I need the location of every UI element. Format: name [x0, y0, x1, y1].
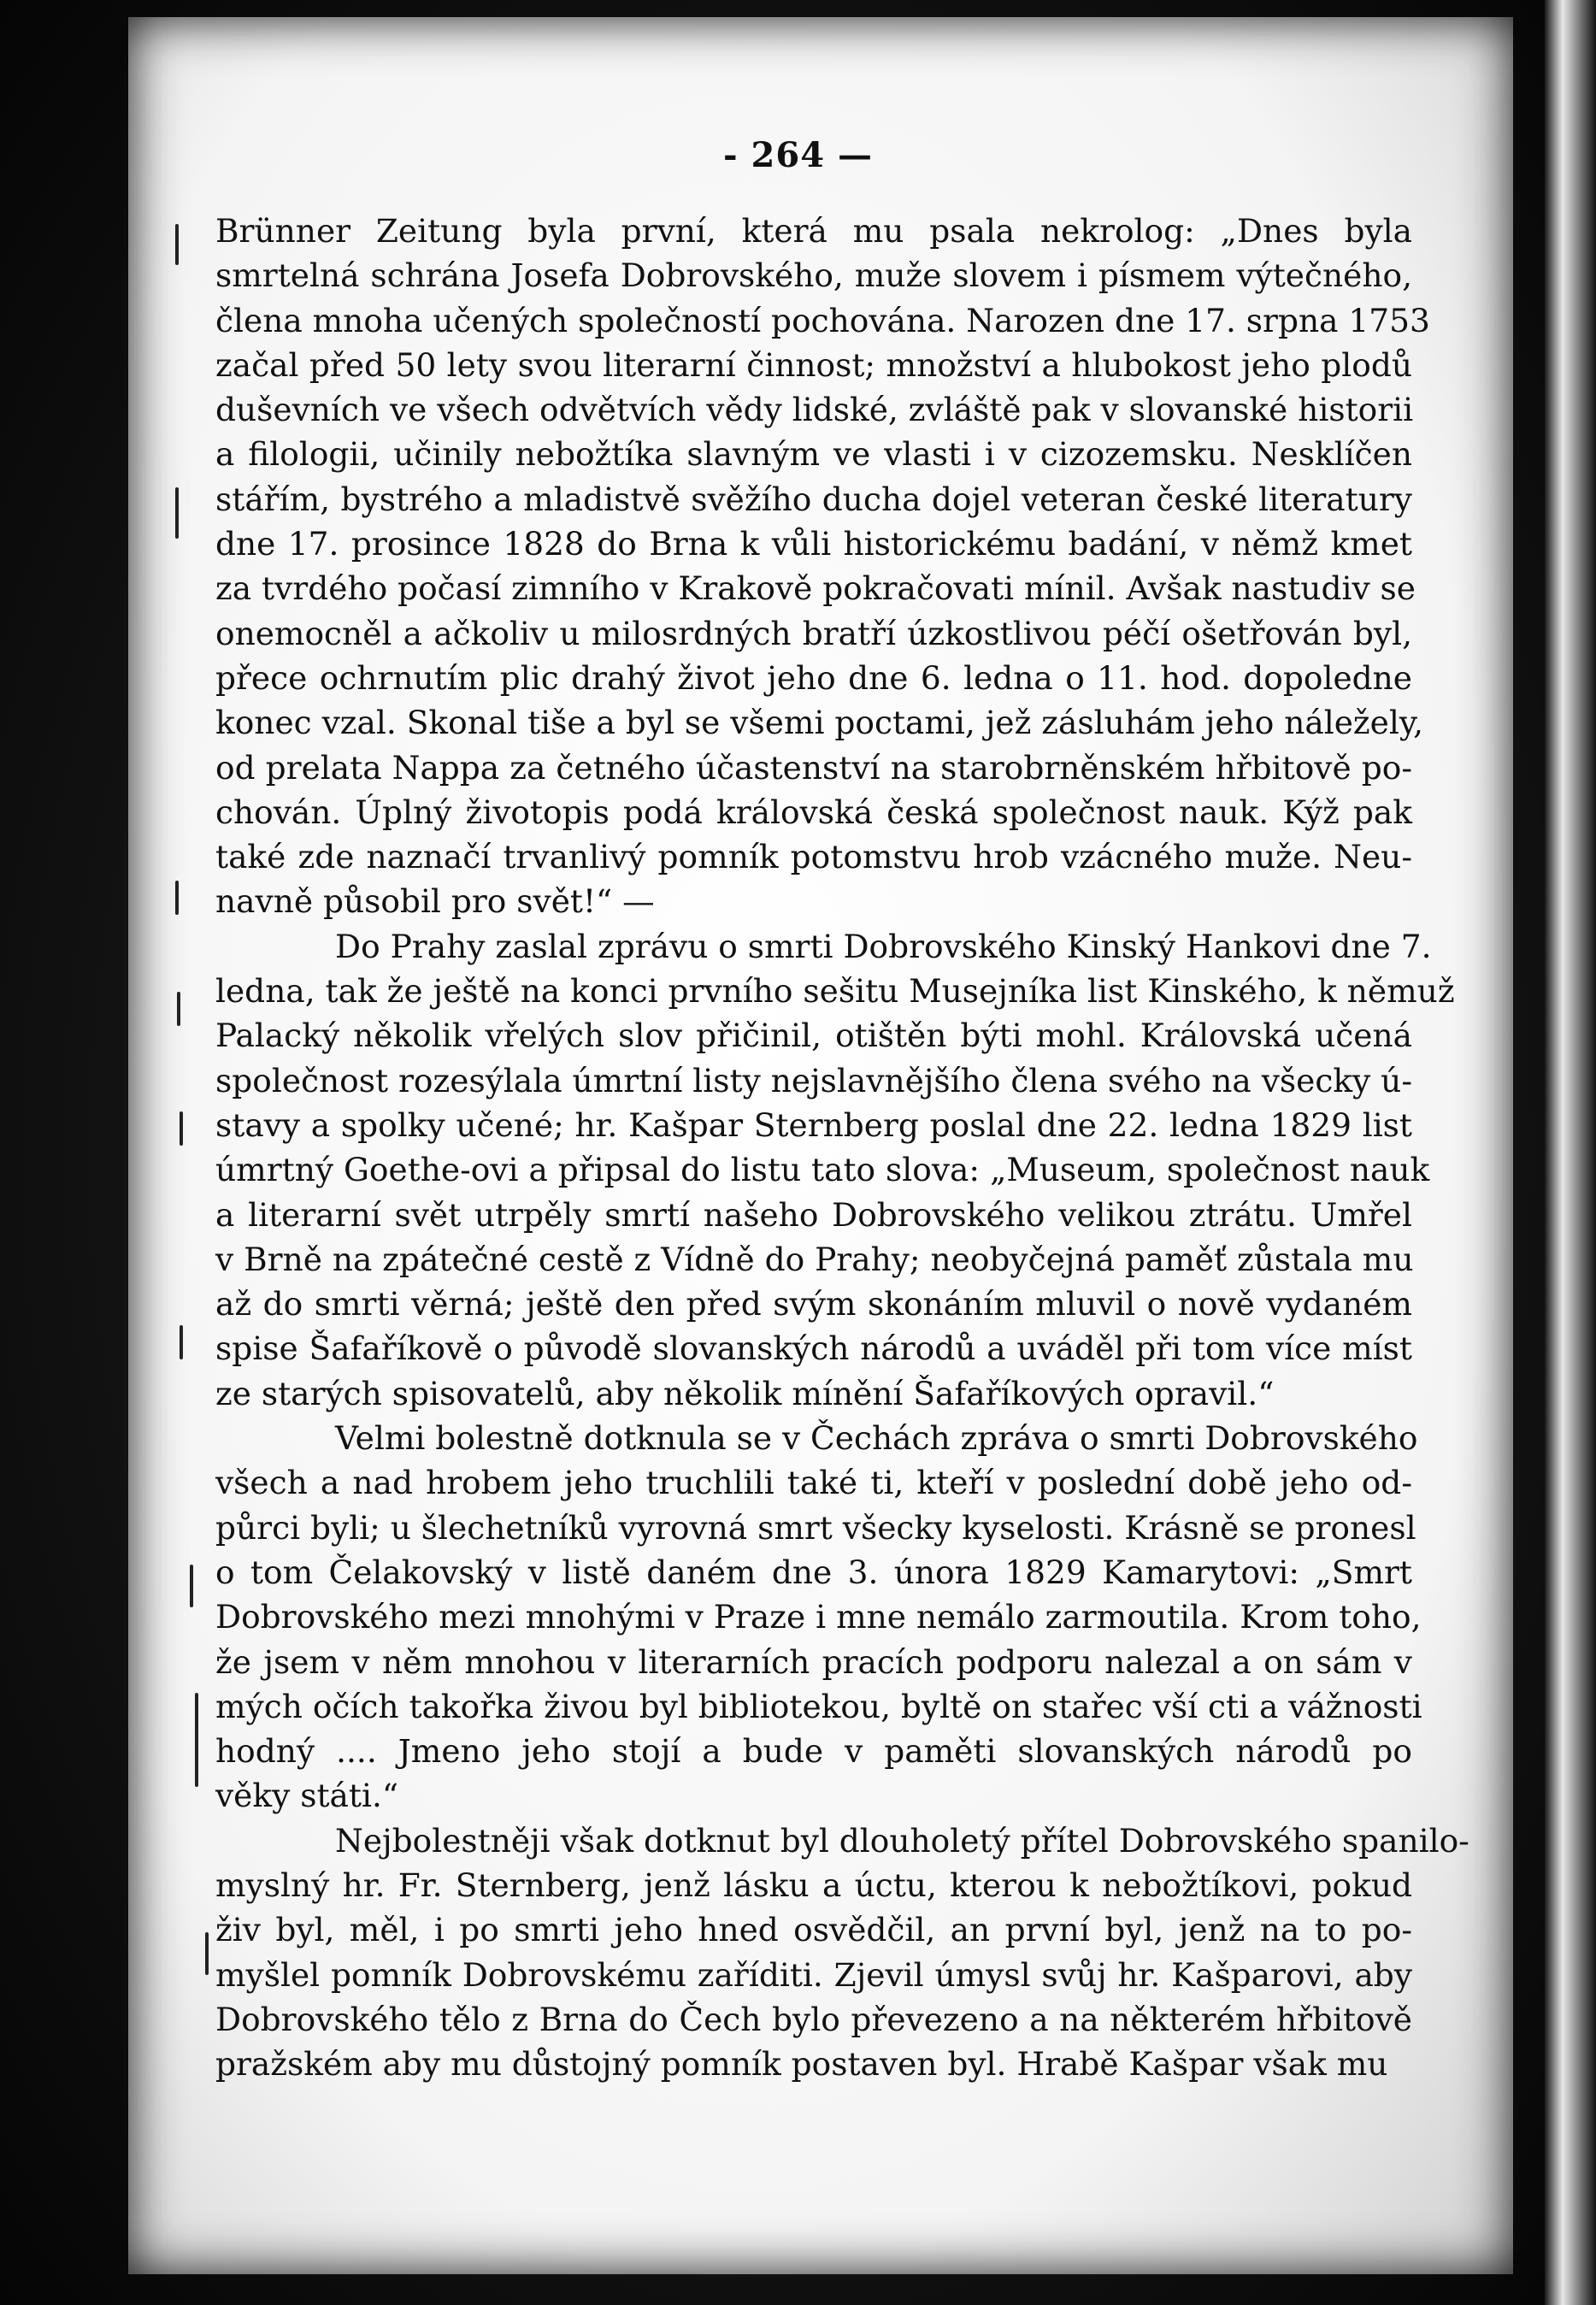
text-line: myšlel pomník Dobrovskému zaříditi. Zjevil úmysl svůj hr. Kašparovi, aby [215, 1955, 1412, 1994]
text-line: o tom Čelakovský v listě daném dne 3. února 1829 Kamarytovi: „Smrt [215, 1553, 1412, 1591]
text-line: věky státi.“ [215, 1777, 399, 1815]
text-line: dne 17. prosince 1828 do Brna k vůli historickému badání, v němž kmet [215, 525, 1412, 563]
text-line: Nejbolestněji však dotknut byl dlouholetý přítel Dobrovského spanilo- [335, 1821, 1469, 1860]
text-line: úmrtný Goethe-ovi a připsal do listu tato slova: „Museum, společnost nauk [215, 1151, 1430, 1189]
text-line: navně působil pro svět!“ — [215, 882, 655, 921]
text-line: přece ochrnutím plic drahý život jeho dne 6. ledna o 11. hod. dopoledne [215, 658, 1412, 697]
text-line: ledna, tak že ještě na konci prvního sešitu Musejníka list Kinského, k němuž [215, 972, 1455, 1011]
margin-mark [180, 1111, 183, 1146]
page-edge [1545, 0, 1596, 2305]
text-line: a filologii, učinily nebožtíka slavným ve vlasti i v cizozemsku. Nesklíčen [215, 435, 1412, 474]
margin-mark [175, 881, 179, 915]
text-line: Palacký několik vřelých slov přičinil, otištěn býti mohl. Královská učená [215, 1017, 1412, 1055]
paragraph [215, 209, 1430, 924]
text-line: že jsem v něm mnohou v literarních pracích podporu nalezal a on sám v [215, 1642, 1412, 1681]
text-line: Dobrovského mezi mnohými v Praze i mne nemálo zarmoutila. Krom toho, [215, 1598, 1422, 1636]
margin-mark [177, 992, 180, 1026]
text-line: ze starých spisovatelů, aby několik mínění Šafaříkových opravil.“ [215, 1374, 1275, 1412]
text-line: také zde naznačí trvanlivý pomník potomstvu hrob vzácného muže. Neu- [215, 838, 1412, 876]
text-line: spise Šafaříkově o původě slovanských národů a uváděl při tom více míst [215, 1329, 1412, 1368]
page-number: - 264 — [723, 135, 873, 175]
margin-mark [195, 1693, 198, 1787]
text-line: živ byl, měl, i po smrti jeho hned osvědčil, an první byl, jenž na to po- [215, 1911, 1412, 1949]
text-line: až do smrti věrná; ještě den před svým skonáním mluvil o nově vydaném [215, 1285, 1412, 1323]
text-line: půrci byli; u šlechetníků vyrovná smrt všecky kyselosti. Krásně se pronesl [215, 1508, 1416, 1547]
paragraph [215, 1819, 1469, 2087]
text-line: Dobrovského tělo z Brna do Čech bylo převezeno a na některém hřbitově [215, 2000, 1412, 2038]
text-line: člena mnoha učených společností pochována. Narozen dne 17. srpna 1753 [215, 301, 1430, 339]
margin-mark [180, 1325, 183, 1359]
text-line: myslný hr. Fr. Sternberg, jenž lásku a úctu, kterou k nebožtíkovi, pokud [215, 1866, 1412, 1904]
text-line: všech a nad hrobem jeho truchlili také ti, kteří v poslední době jeho od- [215, 1464, 1412, 1502]
text-line: smrtelná schrána Josefa Dobrovského, muže slovem i písmem výtečného, [215, 256, 1412, 295]
text-line: chován. Úplný životopis podá královská česká společnost nauk. Kýž pak [215, 793, 1412, 831]
margin-mark [175, 224, 179, 265]
text-line: začal před 50 lety svou literarní činnost; množství a hlubokost jeho plodů [215, 345, 1412, 384]
text-line: a literarní svět utrpěly smrtí našeho Dobrovského velikou ztrátu. Umřel [215, 1195, 1412, 1234]
text-line: hodný .... Jmeno jeho stojí a bude v paměti slovanských národů po [215, 1732, 1412, 1771]
text-line: onemocněl a ačkoliv u milosrdných bratří úzkostlivou péčí ošetřován byl, [215, 614, 1412, 652]
margin-mark [205, 1932, 209, 1975]
margin-mark [175, 487, 179, 539]
text-line: konec vzal. Skonal tiše a byl se všemi poctami, jež zásluhám jeho náležely, [215, 704, 1423, 742]
text-line: společnost rozesýlala úmrtní listy nejslavnějšího člena svého na všecky ú- [215, 1061, 1412, 1099]
text-line: Brünner Zeitung byla první, která mu psala nekrolog: „Dnes byla [215, 212, 1412, 250]
body-text [215, 209, 1469, 2086]
text-line: duševních ve všech odvětvích vědy lidské, zvláště pak v slovanské historii [215, 391, 1414, 429]
text-line: mých očích takořka živou byl bibliotekou, byltě on stařec vší cti a vážnosti [215, 1687, 1422, 1725]
text-line: od prelata Nappa za četného účastenství na starobrněnském hřbitově po- [215, 748, 1412, 787]
paragraph [215, 924, 1455, 1416]
margin-mark [190, 1565, 193, 1607]
text-line: pražském aby mu důstojný pomník postaven byl. Hrabě Kašpar však mu [215, 2045, 1388, 2084]
text-line: v Brně na zpátečné cestě z Vídně do Prahy; neobyčejná paměť zůstala mu [215, 1240, 1414, 1278]
text-line: stavy a spolky učené; hr. Kašpar Sternberg poslal dne 22. ledna 1829 list [215, 1105, 1412, 1144]
text-line: Velmi bolestně dotknula se v Čechách zpráva o smrti Dobrovského [335, 1419, 1418, 1458]
text-line: za tvrdého počasí zimního v Krakově pokračovati mínil. Avšak nastudiv se [215, 569, 1416, 608]
paragraph [215, 1416, 1422, 1819]
text-line: Do Prahy zaslal zprávu o smrti Dobrovského Kinský Hankovi dne 7. [335, 927, 1432, 965]
text-line: stářím, bystrého a mladistvě svěžího ducha dojel veteran české literatury [215, 480, 1412, 518]
